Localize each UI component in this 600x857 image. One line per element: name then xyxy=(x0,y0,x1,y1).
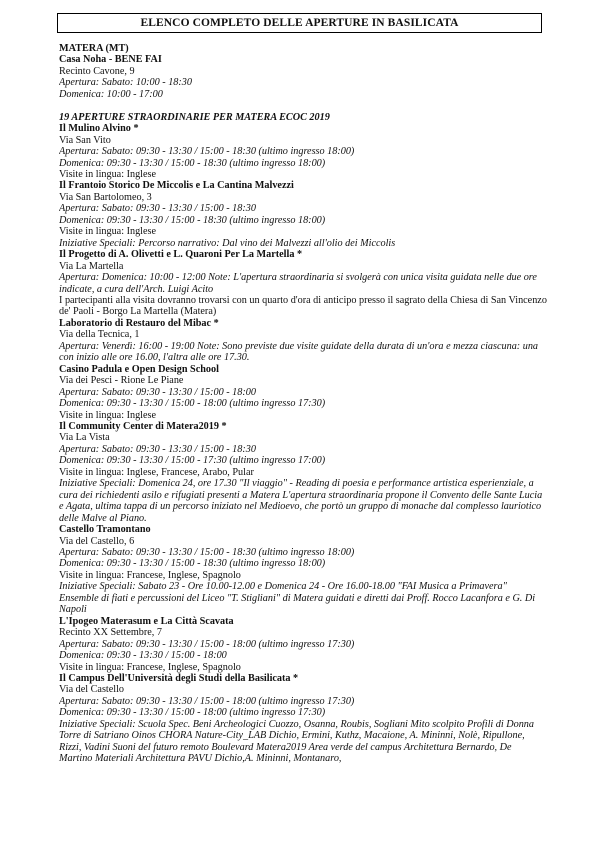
site-hours: Apertura: Sabato: 09:30 - 13:30 / 15:00 - 18:00 (ultimo ingresso 17:30) xyxy=(59,695,355,707)
site-hours: Domenica: 09:30 - 13:30 / 15:00 - 18:00 (ultimo ingresso 17:30) xyxy=(59,707,326,719)
site-name: Il Mulino Alvino * xyxy=(59,123,139,135)
page-title: ELENCO COMPLETO DELLE APERTURE IN BASILICATA xyxy=(57,13,542,33)
site-languages: Visite in lingua: Inglese xyxy=(59,226,156,238)
site-hours: Domenica: 09:30 - 13:30 / 15:00 - 18:00 (ultimo ingresso 17:30) xyxy=(59,398,326,410)
site-hours: Apertura: Sabato: 09:30 - 13:30 / 15:00 - 18:00 (ultimo ingresso 17:30) xyxy=(59,638,355,650)
site-hours: Domenica: 09:30 - 13:30 / 15:00 - 18:30 (ultimo ingresso 18:00) xyxy=(59,214,326,226)
site-hours-note: Apertura: Domenica: 10:00 - 12:00 Note: L'apertura straordinaria si svolgerà con unica visita guidata nelle due ore indicate, a cura dell'Arch. Luigi Acito xyxy=(59,272,537,295)
site-languages: Visite in lingua: Inglese, Francese, Arabo, Pular xyxy=(59,466,254,478)
site-hours: Domenica: 09:30 - 13:30 / 15:00 - 17:30 (ultimo ingresso 17:00) xyxy=(59,455,326,467)
site-special-initiatives: Iniziative Speciali: Percorso narrativo: Dal vino dei Malvezzi all'olio dei Miccolis xyxy=(59,237,396,249)
site-name: L'Ipogeo Materasum e La Città Scavata xyxy=(59,615,234,627)
site-address: Via San Vito xyxy=(59,134,111,146)
site-address: Via del Castello, 6 xyxy=(59,535,135,547)
site-address: Via San Bartolomeo, 3 xyxy=(59,191,152,203)
site-languages: Visite in lingua: Francese, Inglese, Spagnolo xyxy=(59,569,241,581)
site-languages: Visite in lingua: Inglese xyxy=(59,409,156,421)
site-address: Recinto XX Settembre, 7 xyxy=(59,627,162,639)
site-hours: Domenica: 09:30 - 13:30 / 15:00 - 18:00 xyxy=(59,650,227,662)
site-hours: Apertura: Sabato: 09:30 - 13:30 / 15:00 - 18:00 xyxy=(59,386,256,398)
site-name: Casino Padula e Open Design School xyxy=(59,363,219,375)
city-heading: MATERA (MT) xyxy=(59,43,129,54)
site-hours: Domenica: 10:00 - 17:00 xyxy=(59,88,163,100)
site-address: Via La Vista xyxy=(59,432,110,444)
site-hours: Apertura: Sabato: 09:30 - 13:30 / 15:00 - 18:30 xyxy=(59,203,256,215)
site-name: Il Community Center di Matera2019 * xyxy=(59,421,227,432)
site-hours-note: Apertura: Venerdì: 16:00 - 19:00 Note: Sono previste due visite guidate della durata di un'ora e mezza ciascuna: una con inizio alle ore 16.00, l'altra alle ore 17.30. xyxy=(59,340,539,364)
site-hours: Domenica: 09:30 - 13:30 / 15:00 - 18:30 (ultimo ingresso 18:00) xyxy=(59,558,326,570)
site-name: Il Campus Dell'Università degli Studi della Basilicata * xyxy=(59,672,299,684)
site-address: Recinto Cavone, 9 xyxy=(59,65,135,77)
site-address: Via La Martella xyxy=(59,260,124,272)
section-heading: 19 APERTURE STRAORDINARIE PER MATERA ECOC 2019 xyxy=(59,111,330,123)
site-special-initiatives: Iniziative Speciali: Scuola Spec. Beni Archeologici Cuozzo, Osanna, Roubis, Sogliani Mito scolpito Profili di Donna Torre di Satriano Oinos CHORA Nature-City_LAB Dichio, Ermini, Kuthz, Macaione, A. Mininni, Nolè, Ripullone, Rizzi, Vadini Suoni del futuro remoto Boulevard Matera2019 Area verde del campus Architettura Bernardo, De Martino Materiali Architettura PAVU Dichio,A. Mininni, Montanaro, xyxy=(59,718,534,765)
site-address: Via dei Pesci - Rione Le Piane xyxy=(59,375,184,387)
site-address: Via del Castello xyxy=(59,684,125,696)
site-languages: Visite in lingua: Francese, Inglese, Spagnolo xyxy=(59,661,241,673)
site-hours: Apertura: Sabato: 09:30 - 13:30 / 15:00 - 18:30 (ultimo ingresso 18:00) xyxy=(59,146,355,158)
site-name: Casa Noha - BENE FAI xyxy=(59,54,162,66)
site-name: Laboratorio di Restauro del Mibac * xyxy=(59,317,219,329)
site-hours: Apertura: Sabato: 09:30 - 13:30 / 15:00 - 18:30 xyxy=(59,443,256,455)
site-hours: Apertura: Sabato: 10:00 - 18:30 xyxy=(59,77,192,89)
site-name: Il Progetto di A. Olivetti e L. Quaroni Per La Martella * xyxy=(59,249,303,261)
site-special-initiatives: Iniziative Speciali: Domenica 24, ore 17.30 "Il viaggio" - Reading di poesia e performance artistica esperienziale, a cura dei richiedenti asilo e rifugiati presenti a Matera L'apertura straordinaria propone il Convento delle Sante Lucia e Agata, ultima tappa di un percorso iniziato nel Medioevo, che portò un gruppo di monache dal complesso lauriotico delle Malve al Piano. xyxy=(59,478,543,524)
site-languages: Visite in lingua: Inglese xyxy=(59,169,156,181)
spacer xyxy=(59,100,547,112)
site-name: Il Frantoio Storico De Miccolis e La Cantina Malvezzi xyxy=(59,180,294,192)
site-hours: Apertura: Sabato: 09:30 - 13:30 / 15:00 - 18:30 (ultimo ingresso 18:00) xyxy=(59,546,355,558)
site-name: Castello Tramontano xyxy=(59,524,151,536)
listing-content xyxy=(59,43,547,765)
site-hours: Domenica: 09:30 - 13:30 / 15:00 - 18:30 (ultimo ingresso 18:00) xyxy=(59,157,326,169)
site-address: Via della Tecnica, 1 xyxy=(59,329,140,341)
site-special-initiatives: Iniziative Speciali: Sabato 23 - Ore 10.00-12.00 e Domenica 24 - Ore 16.00-18.00 "FAI Musica a Primavera" Ensemble di fiati e percussioni del Liceo "T. Stigliani" di Matera guidati e diretti dai Proff. Rocco Lacanfora e G. Di Napoli xyxy=(59,581,536,616)
site-note: I partecipanti alla visita dovranno trovarsi con un quarto d'ora di anticipo presso il sagrato della Chiesa di San Vincenzo de' Paoli - Borgo La Martella (Matera) xyxy=(59,295,547,318)
